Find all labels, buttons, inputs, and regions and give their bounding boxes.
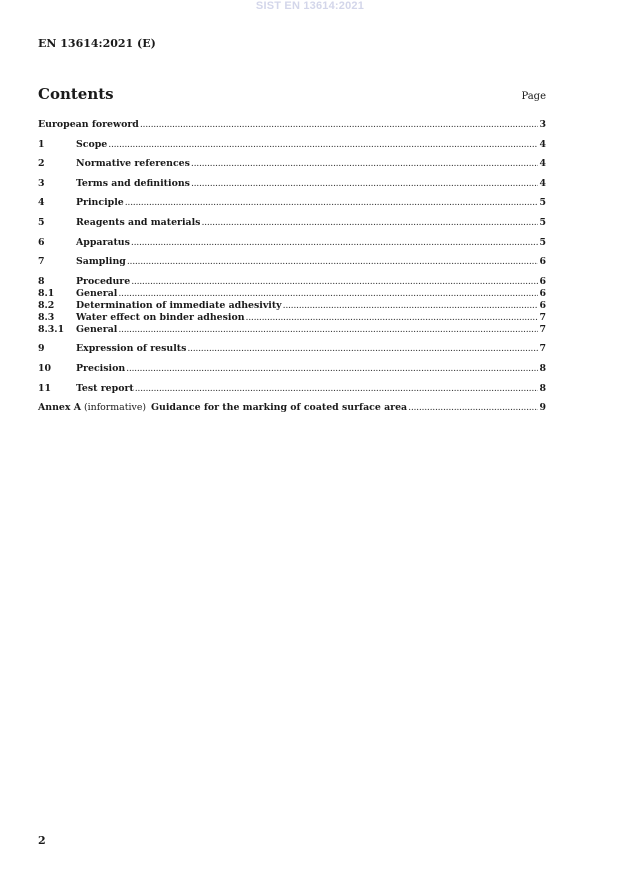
toc-dot-leader bbox=[135, 383, 539, 395]
page-column-label: Page bbox=[521, 91, 546, 102]
toc-entry-page: 7 bbox=[539, 311, 546, 323]
toc-entry-page: 5 bbox=[539, 236, 546, 248]
toc-entry-title[interactable]: Normative references bbox=[76, 158, 190, 170]
toc-entry-number: 11 bbox=[38, 382, 52, 394]
toc-entry-test-report[interactable] bbox=[38, 383, 546, 395]
toc-entry-number: 1 bbox=[38, 138, 45, 150]
toc-entry-precision[interactable] bbox=[38, 363, 546, 375]
toc-entry-page: 4 bbox=[539, 177, 546, 189]
toc-entry-title[interactable]: Procedure bbox=[76, 275, 131, 287]
toc-dot-leader bbox=[125, 197, 539, 209]
contents-title: Contents bbox=[38, 85, 114, 103]
toc-entry-page: 4 bbox=[539, 158, 546, 170]
toc-entry-number: 8.3 bbox=[38, 311, 55, 323]
table-of-contents bbox=[38, 119, 546, 414]
toc-dot-leader bbox=[108, 139, 538, 151]
toc-entry-page: 8 bbox=[539, 362, 546, 374]
document-id: EN 13614:2021 (E) bbox=[38, 37, 156, 50]
toc-entry-number: 5 bbox=[38, 216, 45, 228]
toc-entry-number: 8 bbox=[38, 275, 45, 287]
toc-entry-page: 6 bbox=[539, 299, 546, 311]
toc-entry-page: 5 bbox=[539, 216, 546, 228]
toc-entry-page: 5 bbox=[539, 197, 546, 209]
toc-entry-water-effect-general[interactable] bbox=[38, 324, 546, 336]
toc-entry-title[interactable]: Terms and definitions bbox=[76, 177, 190, 189]
toc-entry-title[interactable]: General bbox=[76, 287, 118, 299]
toc-dot-leader bbox=[201, 217, 538, 229]
toc-entry-page: 7 bbox=[539, 323, 546, 335]
toc-dot-leader bbox=[191, 178, 539, 190]
toc-entry-number: 3 bbox=[38, 177, 45, 189]
toc-entry-title[interactable]: Test report bbox=[76, 382, 134, 394]
toc-entry-page: 6 bbox=[539, 275, 546, 287]
toc-annex-label[interactable]: Annex A bbox=[38, 402, 81, 414]
toc-entry-annex-a[interactable] bbox=[38, 402, 546, 414]
toc-entry-number: 7 bbox=[38, 256, 45, 268]
toc-entry-procedure[interactable] bbox=[38, 276, 546, 288]
toc-dot-leader bbox=[118, 324, 538, 336]
toc-dot-leader bbox=[283, 300, 539, 312]
toc-entry-principle[interactable] bbox=[38, 197, 546, 209]
toc-entry-terms-and-definitions[interactable] bbox=[38, 178, 546, 190]
toc-entry-title[interactable]: Principle bbox=[76, 197, 124, 209]
toc-entry-number: 9 bbox=[38, 343, 45, 355]
page-number: 2 bbox=[38, 834, 46, 847]
toc-dot-leader bbox=[126, 363, 538, 375]
toc-dot-leader bbox=[191, 158, 539, 170]
toc-annex-informative: (informative) bbox=[84, 402, 147, 414]
toc-entry-expression-of-results[interactable] bbox=[38, 343, 546, 355]
toc-entry-scope[interactable] bbox=[38, 139, 546, 151]
toc-dot-leader bbox=[408, 402, 538, 414]
toc-dot-leader bbox=[131, 237, 539, 249]
toc-entry-water-effect[interactable] bbox=[38, 312, 546, 324]
toc-entry-page: 9 bbox=[539, 402, 546, 414]
toc-entry-page: 4 bbox=[539, 138, 546, 150]
toc-entry-number: 6 bbox=[38, 236, 45, 248]
toc-dot-leader bbox=[127, 256, 539, 268]
toc-entry-title[interactable]: Reagents and materials bbox=[76, 216, 201, 228]
toc-entry-title[interactable]: Expression of results bbox=[76, 343, 187, 355]
toc-entry-title[interactable]: European foreword bbox=[38, 119, 139, 130]
toc-entry-number: 8.1 bbox=[38, 287, 55, 299]
toc-entry-title[interactable]: General bbox=[76, 323, 118, 335]
contents-header bbox=[38, 85, 546, 103]
toc-entry-sampling[interactable] bbox=[38, 256, 546, 268]
toc-dot-leader bbox=[131, 276, 538, 288]
toc-entry-page: 6 bbox=[539, 256, 546, 268]
toc-dot-leader bbox=[140, 119, 539, 131]
toc-entry-general[interactable] bbox=[38, 288, 546, 300]
toc-entry-number: 2 bbox=[38, 158, 45, 170]
toc-entry-title[interactable]: Determination of immediate adhesivity bbox=[76, 299, 282, 311]
toc-entry-title[interactable]: Precision bbox=[76, 362, 126, 374]
toc-entry-apparatus[interactable] bbox=[38, 237, 546, 249]
toc-dot-leader bbox=[246, 312, 539, 324]
toc-entry-page: 7 bbox=[539, 343, 546, 355]
toc-entry-page: 3 bbox=[539, 119, 546, 130]
toc-entry-immediate-adhesivity[interactable] bbox=[38, 300, 546, 312]
toc-entry-normative-references[interactable] bbox=[38, 158, 546, 170]
watermark: SIST EN 13614:2021 bbox=[255, 0, 365, 12]
toc-entry-page: 8 bbox=[539, 382, 546, 394]
toc-entry-title[interactable]: Water effect on binder adhesion bbox=[76, 311, 245, 323]
toc-entry-number: 4 bbox=[38, 197, 45, 209]
toc-entry-page: 6 bbox=[539, 287, 546, 299]
toc-entry-title[interactable]: Guidance for the marking of coated surface area bbox=[151, 402, 408, 414]
toc-entry-title[interactable]: Apparatus bbox=[76, 236, 130, 248]
toc-entry-number: 8.3.1 bbox=[38, 323, 65, 335]
toc-entry-number: 10 bbox=[38, 362, 52, 374]
toc-entry-foreword[interactable] bbox=[38, 119, 546, 131]
toc-dot-leader bbox=[187, 343, 538, 355]
toc-entry-title[interactable]: Scope bbox=[76, 138, 108, 150]
toc-dot-leader bbox=[118, 288, 538, 300]
toc-entry-reagents-and-materials[interactable] bbox=[38, 217, 546, 229]
toc-entry-title[interactable]: Sampling bbox=[76, 256, 126, 268]
toc-entry-number: 8.2 bbox=[38, 299, 55, 311]
